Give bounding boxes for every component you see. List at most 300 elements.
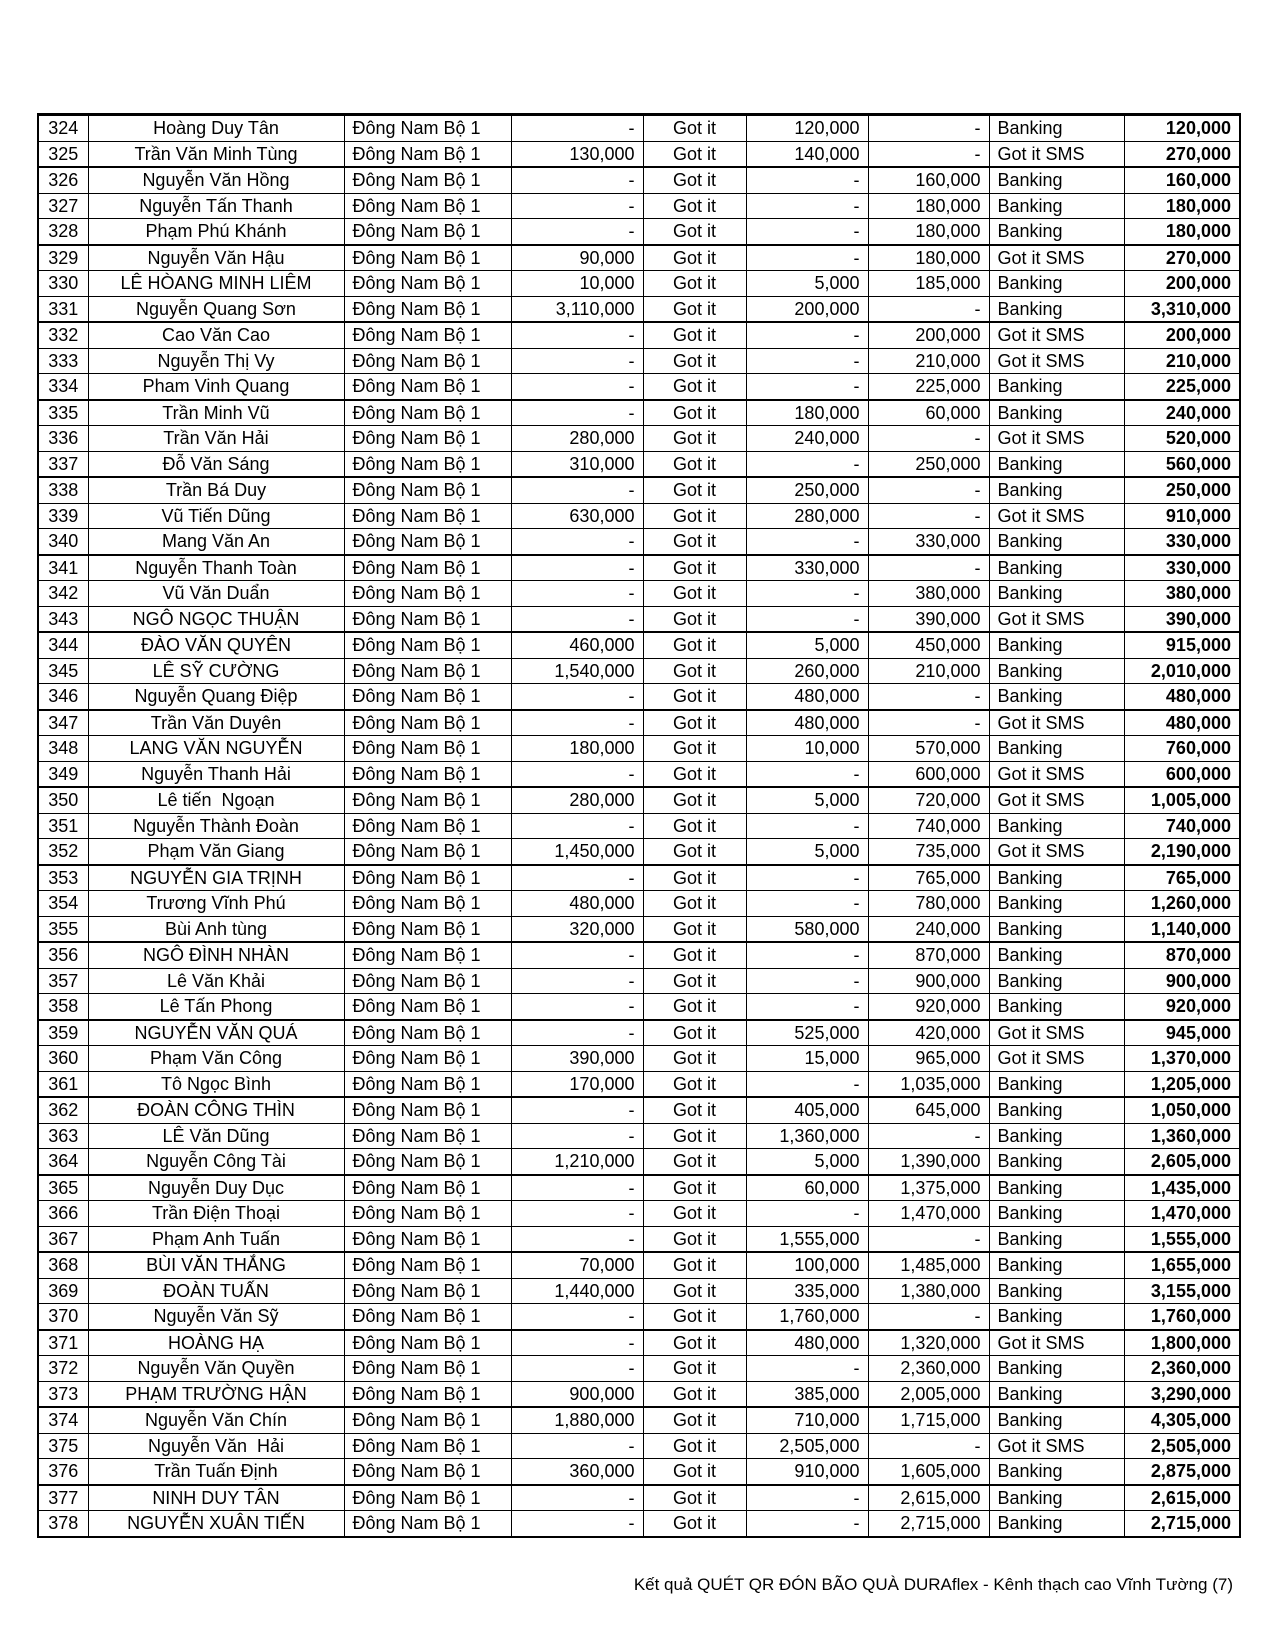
participant-name-cell: Trần Văn Hải xyxy=(88,426,344,452)
amount-1-cell: 3,110,000 xyxy=(511,296,643,322)
payment-method-cell: Banking xyxy=(989,865,1124,891)
row-number-cell: 335 xyxy=(38,400,88,426)
status-cell: Got it xyxy=(643,1123,746,1149)
table-row xyxy=(38,787,1240,813)
region-cell: Đông Nam Bộ 1 xyxy=(344,1407,511,1433)
amount-2-cell: 60,000 xyxy=(746,1175,868,1201)
region-cell: Đông Nam Bộ 1 xyxy=(344,710,511,736)
amount-1-cell: - xyxy=(511,1304,643,1330)
amount-3-cell: 180,000 xyxy=(868,245,989,271)
participant-name-cell: Nguyễn Duy Dục xyxy=(88,1175,344,1201)
amount-1-cell: - xyxy=(511,1020,643,1046)
status-cell: Got it xyxy=(643,1252,746,1278)
region-cell: Đông Nam Bộ 1 xyxy=(344,1278,511,1304)
amount-1-cell: - xyxy=(511,968,643,994)
region-cell: Đông Nam Bộ 1 xyxy=(344,891,511,917)
participant-name-cell: LÊ SỸ CƯỜNG xyxy=(88,658,344,684)
participant-name-cell: Tô Ngọc Bình xyxy=(88,1071,344,1097)
amount-3-cell: 1,390,000 xyxy=(868,1149,989,1175)
participant-name-cell: Trần Minh Vũ xyxy=(88,400,344,426)
row-number-cell: 354 xyxy=(38,891,88,917)
amount-3-cell: 1,380,000 xyxy=(868,1278,989,1304)
row-number-cell: 328 xyxy=(38,219,88,245)
amount-1-cell: 310,000 xyxy=(511,451,643,477)
participant-name-cell: PHẠM TRƯỜNG HẬN xyxy=(88,1381,344,1407)
region-cell: Đông Nam Bộ 1 xyxy=(344,658,511,684)
row-number-cell: 325 xyxy=(38,141,88,167)
status-cell: Got it xyxy=(643,581,746,607)
amount-2-cell: 2,505,000 xyxy=(746,1433,868,1459)
payment-method-cell: Banking xyxy=(989,374,1124,400)
status-cell: Got it xyxy=(643,710,746,736)
total-amount-cell: 120,000 xyxy=(1124,115,1240,142)
payment-method-cell: Got it SMS xyxy=(989,426,1124,452)
payment-method-cell: Banking xyxy=(989,477,1124,503)
row-number-cell: 356 xyxy=(38,942,88,968)
participant-name-cell: LÊ Văn Dũng xyxy=(88,1123,344,1149)
amount-1-cell: 280,000 xyxy=(511,787,643,813)
row-number-cell: 366 xyxy=(38,1201,88,1227)
amount-2-cell: - xyxy=(746,1485,868,1511)
participant-name-cell: Lê tiến Ngoạn xyxy=(88,787,344,813)
region-cell: Đông Nam Bộ 1 xyxy=(344,813,511,839)
total-amount-cell: 2,505,000 xyxy=(1124,1433,1240,1459)
amount-1-cell: 630,000 xyxy=(511,503,643,529)
region-cell: Đông Nam Bộ 1 xyxy=(344,1149,511,1175)
table-row xyxy=(38,1330,1240,1356)
row-number-cell: 330 xyxy=(38,271,88,297)
amount-2-cell: 5,000 xyxy=(746,271,868,297)
row-number-cell: 357 xyxy=(38,968,88,994)
amount-1-cell: 1,450,000 xyxy=(511,839,643,865)
row-number-cell: 363 xyxy=(38,1123,88,1149)
table-row xyxy=(38,1485,1240,1511)
status-cell: Got it xyxy=(643,451,746,477)
participant-name-cell: BÙI VĂN THẮNG xyxy=(88,1252,344,1278)
table-row xyxy=(38,322,1240,348)
amount-3-cell: 735,000 xyxy=(868,839,989,865)
payment-method-cell: Banking xyxy=(989,1071,1124,1097)
status-cell: Got it xyxy=(643,374,746,400)
status-cell: Got it xyxy=(643,1511,746,1537)
table-row xyxy=(38,296,1240,322)
participant-name-cell: Nguyễn Văn Sỹ xyxy=(88,1304,344,1330)
total-amount-cell: 900,000 xyxy=(1124,968,1240,994)
amount-3-cell: 1,470,000 xyxy=(868,1201,989,1227)
payment-method-cell: Got it SMS xyxy=(989,1433,1124,1459)
status-cell: Got it xyxy=(643,193,746,219)
participant-name-cell: ĐOÀN TUẤN xyxy=(88,1278,344,1304)
amount-1-cell: - xyxy=(511,115,643,142)
amount-3-cell: 250,000 xyxy=(868,451,989,477)
region-cell: Đông Nam Bộ 1 xyxy=(344,736,511,762)
region-cell: Đông Nam Bộ 1 xyxy=(344,426,511,452)
table-row xyxy=(38,761,1240,787)
region-cell: Đông Nam Bộ 1 xyxy=(344,916,511,942)
amount-1-cell: 320,000 xyxy=(511,916,643,942)
amount-2-cell: 15,000 xyxy=(746,1046,868,1072)
region-cell: Đông Nam Bộ 1 xyxy=(344,1097,511,1123)
total-amount-cell: 1,140,000 xyxy=(1124,916,1240,942)
region-cell: Đông Nam Bộ 1 xyxy=(344,503,511,529)
row-number-cell: 340 xyxy=(38,529,88,555)
amount-2-cell: 5,000 xyxy=(746,839,868,865)
total-amount-cell: 1,655,000 xyxy=(1124,1252,1240,1278)
region-cell: Đông Nam Bộ 1 xyxy=(344,632,511,658)
table-row xyxy=(38,1097,1240,1123)
row-number-cell: 347 xyxy=(38,710,88,736)
total-amount-cell: 3,155,000 xyxy=(1124,1278,1240,1304)
table-row xyxy=(38,994,1240,1020)
amount-1-cell: 1,210,000 xyxy=(511,1149,643,1175)
row-number-cell: 362 xyxy=(38,1097,88,1123)
payment-method-cell: Banking xyxy=(989,296,1124,322)
amount-1-cell: - xyxy=(511,193,643,219)
amount-3-cell: - xyxy=(868,503,989,529)
status-cell: Got it xyxy=(643,503,746,529)
table-row xyxy=(38,245,1240,271)
total-amount-cell: 1,205,000 xyxy=(1124,1071,1240,1097)
total-amount-cell: 480,000 xyxy=(1124,684,1240,710)
status-cell: Got it xyxy=(643,1226,746,1252)
payment-method-cell: Got it SMS xyxy=(989,245,1124,271)
region-cell: Đông Nam Bộ 1 xyxy=(344,1201,511,1227)
amount-1-cell: 10,000 xyxy=(511,271,643,297)
amount-2-cell: - xyxy=(746,245,868,271)
payment-method-cell: Banking xyxy=(989,1097,1124,1123)
participant-name-cell: Nguyễn Quang Điệp xyxy=(88,684,344,710)
region-cell: Đông Nam Bộ 1 xyxy=(344,167,511,193)
region-cell: Đông Nam Bộ 1 xyxy=(344,374,511,400)
row-number-cell: 359 xyxy=(38,1020,88,1046)
amount-1-cell: 1,540,000 xyxy=(511,658,643,684)
total-amount-cell: 1,555,000 xyxy=(1124,1226,1240,1252)
amount-3-cell: 2,360,000 xyxy=(868,1356,989,1382)
amount-1-cell: 280,000 xyxy=(511,426,643,452)
payment-method-cell: Banking xyxy=(989,632,1124,658)
status-cell: Got it xyxy=(643,658,746,684)
total-amount-cell: 380,000 xyxy=(1124,581,1240,607)
payment-method-cell: Banking xyxy=(989,400,1124,426)
amount-2-cell: 525,000 xyxy=(746,1020,868,1046)
total-amount-cell: 1,435,000 xyxy=(1124,1175,1240,1201)
table-row xyxy=(38,503,1240,529)
amount-2-cell: - xyxy=(746,813,868,839)
table-row xyxy=(38,839,1240,865)
amount-2-cell: 5,000 xyxy=(746,787,868,813)
amount-3-cell: 1,375,000 xyxy=(868,1175,989,1201)
amount-3-cell: 920,000 xyxy=(868,994,989,1020)
amount-1-cell: 90,000 xyxy=(511,245,643,271)
amount-2-cell: 480,000 xyxy=(746,710,868,736)
amount-2-cell: - xyxy=(746,865,868,891)
payment-method-cell: Banking xyxy=(989,581,1124,607)
row-number-cell: 374 xyxy=(38,1407,88,1433)
region-cell: Đông Nam Bộ 1 xyxy=(344,245,511,271)
amount-2-cell: 5,000 xyxy=(746,632,868,658)
total-amount-cell: 390,000 xyxy=(1124,606,1240,632)
payment-method-cell: Banking xyxy=(989,1201,1124,1227)
status-cell: Got it xyxy=(643,322,746,348)
participant-name-cell: Trần Tuấn Định xyxy=(88,1459,344,1485)
total-amount-cell: 910,000 xyxy=(1124,503,1240,529)
table-row xyxy=(38,141,1240,167)
region-cell: Đông Nam Bộ 1 xyxy=(344,865,511,891)
total-amount-cell: 1,470,000 xyxy=(1124,1201,1240,1227)
payment-method-cell: Banking xyxy=(989,916,1124,942)
total-amount-cell: 1,360,000 xyxy=(1124,1123,1240,1149)
total-amount-cell: 920,000 xyxy=(1124,994,1240,1020)
region-cell: Đông Nam Bộ 1 xyxy=(344,400,511,426)
participant-name-cell: ĐÀO VĂN QUYÊN xyxy=(88,632,344,658)
table-row xyxy=(38,684,1240,710)
table-row xyxy=(38,916,1240,942)
footer-caption: Kết quả QUÉT QR ĐÓN BÃO QUÀ DURAflex - Kênh thạch cao Vĩnh Tường (7) xyxy=(633,1575,1233,1594)
status-cell: Got it xyxy=(643,787,746,813)
participant-name-cell: NGUYỄN VĂN QUÁ xyxy=(88,1020,344,1046)
amount-3-cell: 1,035,000 xyxy=(868,1071,989,1097)
payment-method-cell: Banking xyxy=(989,1485,1124,1511)
total-amount-cell: 4,305,000 xyxy=(1124,1407,1240,1433)
amount-1-cell: - xyxy=(511,1123,643,1149)
region-cell: Đông Nam Bộ 1 xyxy=(344,296,511,322)
amount-3-cell: 645,000 xyxy=(868,1097,989,1123)
amount-1-cell: 130,000 xyxy=(511,141,643,167)
table-row xyxy=(38,348,1240,374)
total-amount-cell: 210,000 xyxy=(1124,348,1240,374)
status-cell: Got it xyxy=(643,1149,746,1175)
amount-1-cell: - xyxy=(511,1201,643,1227)
payment-method-cell: Got it SMS xyxy=(989,787,1124,813)
amount-1-cell: - xyxy=(511,1485,643,1511)
participant-name-cell: Nguyễn Văn Hải xyxy=(88,1433,344,1459)
status-cell: Got it xyxy=(643,555,746,581)
status-cell: Got it xyxy=(643,632,746,658)
region-cell: Đông Nam Bộ 1 xyxy=(344,1226,511,1252)
table-row xyxy=(38,1304,1240,1330)
amount-1-cell: - xyxy=(511,374,643,400)
amount-2-cell: 1,760,000 xyxy=(746,1304,868,1330)
total-amount-cell: 180,000 xyxy=(1124,219,1240,245)
amount-3-cell: - xyxy=(868,1226,989,1252)
amount-1-cell: - xyxy=(511,761,643,787)
amount-3-cell: - xyxy=(868,477,989,503)
row-number-cell: 338 xyxy=(38,477,88,503)
total-amount-cell: 2,605,000 xyxy=(1124,1149,1240,1175)
payment-method-cell: Banking xyxy=(989,1175,1124,1201)
row-number-cell: 348 xyxy=(38,736,88,762)
total-amount-cell: 1,005,000 xyxy=(1124,787,1240,813)
table-row xyxy=(38,167,1240,193)
amount-3-cell: 210,000 xyxy=(868,348,989,374)
region-cell: Đông Nam Bộ 1 xyxy=(344,1175,511,1201)
amount-1-cell: - xyxy=(511,606,643,632)
table-row xyxy=(38,426,1240,452)
status-cell: Got it xyxy=(643,942,746,968)
table-row xyxy=(38,1123,1240,1149)
payment-method-cell: Banking xyxy=(989,736,1124,762)
payment-method-cell: Got it SMS xyxy=(989,839,1124,865)
total-amount-cell: 180,000 xyxy=(1124,193,1240,219)
participant-name-cell: Pham Vinh Quang xyxy=(88,374,344,400)
amount-2-cell: - xyxy=(746,348,868,374)
participant-name-cell: Lê Văn Khải xyxy=(88,968,344,994)
amount-3-cell: 900,000 xyxy=(868,968,989,994)
table-row xyxy=(38,193,1240,219)
total-amount-cell: 270,000 xyxy=(1124,141,1240,167)
amount-1-cell: 360,000 xyxy=(511,1459,643,1485)
participant-name-cell: Phạm Anh Tuấn xyxy=(88,1226,344,1252)
participant-name-cell: Lê Tấn Phong xyxy=(88,994,344,1020)
status-cell: Got it xyxy=(643,1097,746,1123)
amount-3-cell: - xyxy=(868,115,989,142)
row-number-cell: 355 xyxy=(38,916,88,942)
amount-2-cell: - xyxy=(746,761,868,787)
amount-3-cell: - xyxy=(868,1123,989,1149)
payment-method-cell: Banking xyxy=(989,529,1124,555)
region-cell: Đông Nam Bộ 1 xyxy=(344,1485,511,1511)
amount-3-cell: 380,000 xyxy=(868,581,989,607)
table-row xyxy=(38,632,1240,658)
amount-3-cell: 330,000 xyxy=(868,529,989,555)
region-cell: Đông Nam Bộ 1 xyxy=(344,1459,511,1485)
status-cell: Got it xyxy=(643,1433,746,1459)
participant-name-cell: Nguyễn Thanh Hải xyxy=(88,761,344,787)
amount-1-cell: - xyxy=(511,477,643,503)
status-cell: Got it xyxy=(643,839,746,865)
participant-name-cell: Nguyễn Công Tài xyxy=(88,1149,344,1175)
table-row xyxy=(38,1046,1240,1072)
participant-name-cell: Mang Văn An xyxy=(88,529,344,555)
payment-method-cell: Banking xyxy=(989,193,1124,219)
amount-3-cell: 600,000 xyxy=(868,761,989,787)
table-row xyxy=(38,451,1240,477)
amount-2-cell: 480,000 xyxy=(746,684,868,710)
participant-name-cell: LÊ HÒANG MINH LIÊM xyxy=(88,271,344,297)
participant-name-cell: LANG VĂN NGUYỄN xyxy=(88,736,344,762)
payment-method-cell: Banking xyxy=(989,684,1124,710)
participant-name-cell: Nguyễn Tấn Thanh xyxy=(88,193,344,219)
row-number-cell: 349 xyxy=(38,761,88,787)
region-cell: Đông Nam Bộ 1 xyxy=(344,193,511,219)
amount-3-cell: 965,000 xyxy=(868,1046,989,1072)
amount-1-cell: 1,880,000 xyxy=(511,1407,643,1433)
amount-2-cell: 180,000 xyxy=(746,400,868,426)
amount-1-cell: 70,000 xyxy=(511,1252,643,1278)
table-row xyxy=(38,115,1240,142)
total-amount-cell: 330,000 xyxy=(1124,555,1240,581)
row-number-cell: 376 xyxy=(38,1459,88,1485)
status-cell: Got it xyxy=(643,1201,746,1227)
amount-3-cell: 240,000 xyxy=(868,916,989,942)
table-row xyxy=(38,1459,1240,1485)
total-amount-cell: 560,000 xyxy=(1124,451,1240,477)
region-cell: Đông Nam Bộ 1 xyxy=(344,141,511,167)
region-cell: Đông Nam Bộ 1 xyxy=(344,684,511,710)
table-row xyxy=(38,1226,1240,1252)
status-cell: Got it xyxy=(643,271,746,297)
total-amount-cell: 3,290,000 xyxy=(1124,1381,1240,1407)
row-number-cell: 346 xyxy=(38,684,88,710)
amount-3-cell: 2,615,000 xyxy=(868,1485,989,1511)
status-cell: Got it xyxy=(643,167,746,193)
amount-1-cell: - xyxy=(511,400,643,426)
participant-name-cell: NGUYỄN XUÂN TIẾN xyxy=(88,1511,344,1537)
amount-1-cell: - xyxy=(511,994,643,1020)
status-cell: Got it xyxy=(643,1485,746,1511)
amount-3-cell: 60,000 xyxy=(868,400,989,426)
amount-3-cell: - xyxy=(868,296,989,322)
payment-method-cell: Got it SMS xyxy=(989,710,1124,736)
participant-name-cell: HOÀNG HẠ xyxy=(88,1330,344,1356)
status-cell: Got it xyxy=(643,1175,746,1201)
total-amount-cell: 240,000 xyxy=(1124,400,1240,426)
total-amount-cell: 250,000 xyxy=(1124,477,1240,503)
table-row xyxy=(38,813,1240,839)
status-cell: Got it xyxy=(643,426,746,452)
total-amount-cell: 600,000 xyxy=(1124,761,1240,787)
row-number-cell: 353 xyxy=(38,865,88,891)
payment-method-cell: Got it SMS xyxy=(989,606,1124,632)
amount-2-cell: 1,360,000 xyxy=(746,1123,868,1149)
row-number-cell: 375 xyxy=(38,1433,88,1459)
amount-1-cell: - xyxy=(511,1175,643,1201)
amount-2-cell: 10,000 xyxy=(746,736,868,762)
row-number-cell: 341 xyxy=(38,555,88,581)
payment-method-cell: Banking xyxy=(989,1459,1124,1485)
participant-name-cell: Phạm Văn Giang xyxy=(88,839,344,865)
amount-1-cell: 180,000 xyxy=(511,736,643,762)
total-amount-cell: 3,310,000 xyxy=(1124,296,1240,322)
participant-name-cell: Bùi Anh tùng xyxy=(88,916,344,942)
region-cell: Đông Nam Bộ 1 xyxy=(344,1020,511,1046)
status-cell: Got it xyxy=(643,1459,746,1485)
amount-2-cell: 335,000 xyxy=(746,1278,868,1304)
amount-1-cell: 170,000 xyxy=(511,1071,643,1097)
row-number-cell: 329 xyxy=(38,245,88,271)
amount-1-cell: - xyxy=(511,581,643,607)
amount-2-cell: 330,000 xyxy=(746,555,868,581)
row-number-cell: 342 xyxy=(38,581,88,607)
payment-method-cell: Got it SMS xyxy=(989,348,1124,374)
amount-1-cell: - xyxy=(511,684,643,710)
payment-method-cell: Got it SMS xyxy=(989,1020,1124,1046)
table-row xyxy=(38,581,1240,607)
region-cell: Đông Nam Bộ 1 xyxy=(344,994,511,1020)
amount-3-cell: 740,000 xyxy=(868,813,989,839)
amount-3-cell: 1,485,000 xyxy=(868,1252,989,1278)
amount-2-cell: - xyxy=(746,322,868,348)
payment-method-cell: Got it SMS xyxy=(989,1330,1124,1356)
amount-3-cell: 200,000 xyxy=(868,322,989,348)
table-row xyxy=(38,736,1240,762)
participant-name-cell: Nguyễn Thị Vy xyxy=(88,348,344,374)
row-number-cell: 358 xyxy=(38,994,88,1020)
amount-2-cell: - xyxy=(746,891,868,917)
amount-2-cell: 140,000 xyxy=(746,141,868,167)
status-cell: Got it xyxy=(643,606,746,632)
amount-3-cell: 1,715,000 xyxy=(868,1407,989,1433)
row-number-cell: 337 xyxy=(38,451,88,477)
amount-3-cell: 780,000 xyxy=(868,891,989,917)
amount-2-cell: 385,000 xyxy=(746,1381,868,1407)
status-cell: Got it xyxy=(643,761,746,787)
region-cell: Đông Nam Bộ 1 xyxy=(344,451,511,477)
amount-2-cell: - xyxy=(746,167,868,193)
amount-3-cell: 225,000 xyxy=(868,374,989,400)
amount-2-cell: 240,000 xyxy=(746,426,868,452)
total-amount-cell: 2,190,000 xyxy=(1124,839,1240,865)
